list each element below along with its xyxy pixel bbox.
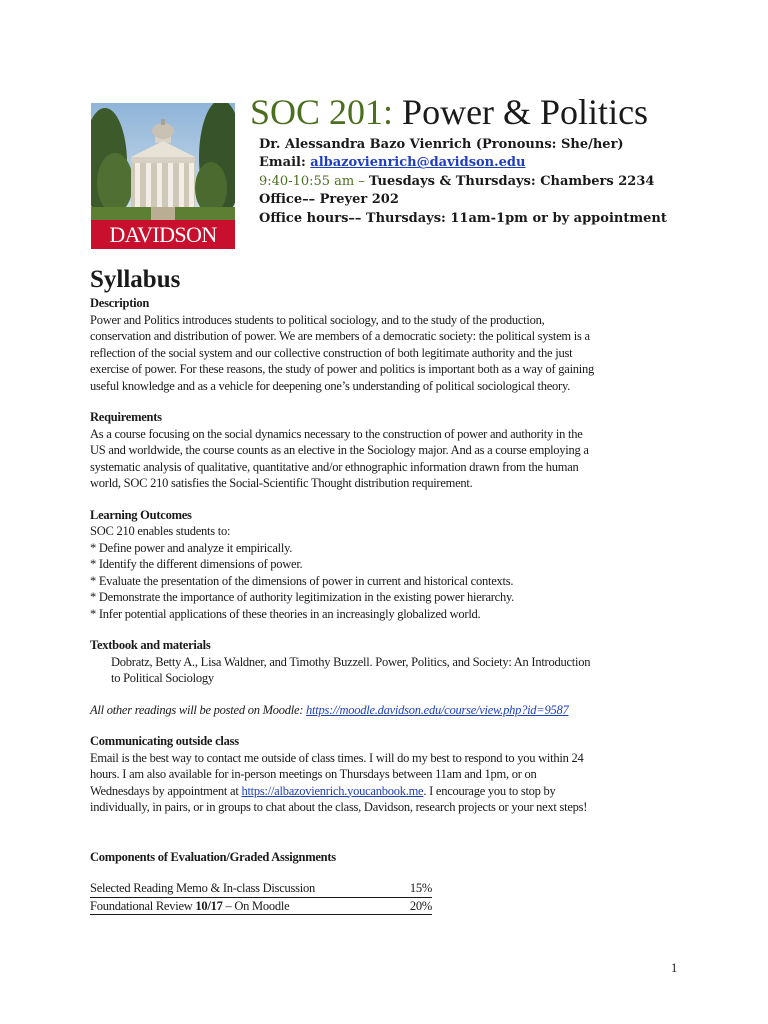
textbook-citation: Dobratz, Betty A., Lisa Waldner, and Timothy Buzzell. Power, Politics, and Society: An Introduction bbox=[111, 654, 591, 669]
email-label: Email: bbox=[259, 155, 306, 171]
requirements-section bbox=[90, 409, 682, 492]
description-line: Power and Politics introduces students to political sociology, and to the study of the production, bbox=[90, 312, 545, 327]
syllabus-content bbox=[90, 295, 682, 930]
meeting-days-room: Tuesdays & Thursdays: Chambers 2234 bbox=[369, 173, 655, 189]
components-section bbox=[90, 849, 682, 916]
grade-item-date: 10/17 bbox=[195, 898, 223, 913]
office-location: Office–– Preyer 202 bbox=[259, 192, 399, 208]
moodle-text: All other readings will be posted on Moodle: bbox=[90, 702, 307, 717]
grade-item-text: Foundational Review bbox=[90, 898, 196, 913]
page-number: 1 bbox=[671, 961, 678, 975]
logo-wordmark: DAVIDSON bbox=[91, 220, 235, 249]
grades-table bbox=[90, 880, 432, 915]
instructor-name: Dr. Alessandra Bazo Vienrich (Pronouns: She/her) bbox=[259, 137, 624, 152]
outcome-item: * Identify the different dimensions of power. bbox=[90, 557, 303, 571]
moodle-readings bbox=[90, 702, 682, 719]
requirements-line: world, SOC 210 satisfies the Social-Scientific Thought distribution requirement. bbox=[90, 476, 473, 490]
table-row bbox=[90, 880, 432, 897]
textbook-section bbox=[90, 637, 682, 718]
textbook-citation-cont: to Political Sociology bbox=[111, 671, 214, 685]
grade-item-percent: 20% bbox=[409, 898, 432, 913]
requirements-heading: Requirements bbox=[90, 410, 162, 424]
communicating-text: . I encourage you to stop by bbox=[423, 783, 556, 798]
course-info bbox=[259, 136, 667, 228]
outcomes-section bbox=[90, 507, 682, 623]
outcome-item: * Demonstrate the importance of authority legitimization in the existing power hierarchy. bbox=[90, 590, 515, 604]
communicating-line: Email is the best way to contact me outside of class times. I will do my best to respond to you within 24 bbox=[90, 750, 584, 765]
grade-item-text: – On Moodle bbox=[222, 898, 290, 913]
description-heading: Description bbox=[90, 296, 150, 310]
communicating-text: Wednesdays by appointment at bbox=[90, 783, 242, 798]
outcome-item: * Infer potential applications of these theories in an increasingly globalized world. bbox=[90, 606, 481, 621]
communicating-line: individually, in pairs, or in groups to chat about the class, Davidson, research projects or your next steps! bbox=[90, 800, 588, 814]
requirements-line: As a course focusing on the social dynamics necessary to the construction of power and authority in the bbox=[90, 426, 583, 441]
meeting-time-row bbox=[259, 173, 667, 191]
communicating-heading: Communicating outside class bbox=[90, 734, 239, 748]
requirements-line: US and worldwide, the course counts as an elective in the Sociology major. And as a course employing a bbox=[90, 443, 589, 457]
office-hours: Office hours–– Thursdays: 11am-1pm or by appointment bbox=[259, 210, 667, 226]
description-line: conservation and distribution of power. We are members of a democratic society: the political system is a bbox=[90, 329, 590, 343]
syllabus-heading: Syllabus bbox=[90, 266, 181, 293]
table-row bbox=[90, 897, 432, 915]
outcomes-heading: Learning Outcomes bbox=[90, 507, 192, 522]
communicating-line: hours. I am also available for in-person meetings on Thursdays between 11am and 1pm, or on bbox=[90, 767, 537, 781]
requirements-line: systematic analysis of qualitative, quantitative and/or ethnographic information drawn from the human bbox=[90, 459, 579, 474]
description-section bbox=[90, 295, 682, 394]
email-row bbox=[259, 154, 667, 172]
grade-item-label bbox=[90, 897, 380, 915]
outcome-item: * Define power and analyze it empirically. bbox=[90, 540, 293, 555]
outcome-item: * Evaluate the presentation of the dimensions of power in current and historical contexts. bbox=[90, 573, 514, 588]
description-line: reflection of the social system and our collective construction of both legitimate authority and the just bbox=[90, 345, 573, 360]
course-code: SOC 201: bbox=[250, 92, 394, 132]
communicating-section bbox=[90, 733, 682, 816]
grade-item-label: Selected Reading Memo & In-class Discussion bbox=[90, 881, 315, 895]
description-line: useful knowledge and as a vehicle for deepening one’s understanding of political sociological theory. bbox=[90, 378, 571, 393]
course-title bbox=[250, 90, 648, 134]
outcomes-intro: SOC 210 enables students to: bbox=[90, 524, 231, 538]
grade-item-percent: 15% bbox=[409, 881, 432, 895]
communicating-line bbox=[90, 783, 682, 800]
booking-link[interactable]: https://albazovienrich.youcanbook.me bbox=[241, 783, 424, 798]
davidson-logo bbox=[91, 103, 235, 249]
email-link[interactable]: albazovienrich@davidson.edu bbox=[310, 155, 526, 171]
textbook-heading: Textbook and materials bbox=[90, 638, 211, 652]
meeting-time: 9:40-10:55 am – bbox=[259, 173, 365, 189]
components-heading: Components of Evaluation/Graded Assignments bbox=[90, 849, 336, 864]
course-name: Power & Politics bbox=[402, 92, 649, 132]
description-line: exercise of power. For these reasons, the study of power and politics is important both as a way of gaining bbox=[90, 362, 595, 376]
moodle-link[interactable]: https://moodle.davidson.edu/course/view.php?id=9587 bbox=[306, 702, 569, 717]
